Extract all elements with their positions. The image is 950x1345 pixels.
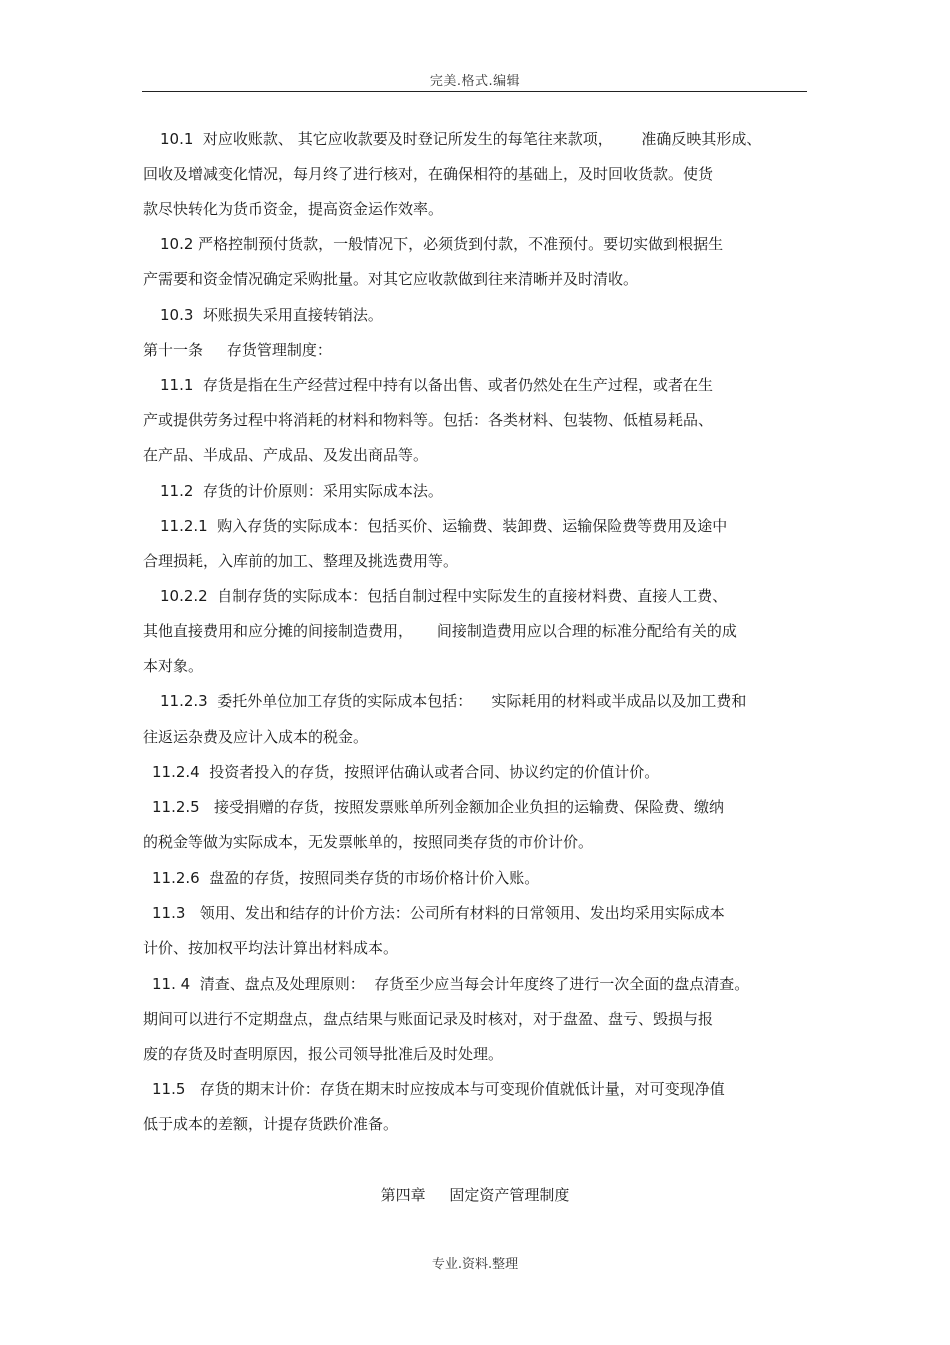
paragraph-line: 10.2.2 自制存货的实际成本：包括自制过程中实际发生的直接材料费、直接人工费、 (160, 587, 728, 605)
paragraph-line: 11.2 存货的计价原则：采用实际成本法。 (160, 482, 443, 500)
paragraph-line: 废的存货及时查明原因，报公司领导批准后及时处理。 (143, 1045, 504, 1063)
paragraph-line: 11.2.1 购入存货的实际成本：包括买价、运输费、装卸费、运输保险费等费用及途中 (160, 517, 728, 535)
paragraph-line: 11.2.3 委托外单位加工存货的实际成本包括： 实际耗用的材料或半成品以及加工费和 (160, 692, 747, 710)
paragraph-line: 回收及增减变化情况，每月终了进行核对，在确保相符的基础上，及时回收货款。使货 (143, 165, 714, 183)
paragraph-line: 在产品、半成品、产成品、及发出商品等。 (143, 446, 429, 464)
paragraph-line: 11. 4 清查、盘点及处理原则： 存货至少应当每会计年度终了进行一次全面的盘点清查。 (152, 975, 750, 993)
paragraph-line: 款尽快转化为货币资金，提高资金运作效率。 (143, 200, 444, 218)
paragraph-line: 的税金等做为实际成本，无发票帐单的，按照同类存货的市价计价。 (143, 833, 594, 851)
paragraph-line: 期间可以进行不定期盘点，盘点结果与账面记录及时核对，对于盘盈、盘亏、毁损与报 (143, 1010, 714, 1028)
paragraph-line: 合理损耗，入库前的加工、整理及挑选费用等。 (143, 552, 459, 570)
paragraph-line: 10.1 对应收账款、 其它应收款要及时登记所发生的每笔往来款项， 准确反映其形成、 (160, 130, 762, 148)
header-divider (142, 91, 807, 92)
paragraph-line: 低于成本的差额，计提存货跌价准备。 (143, 1115, 399, 1133)
paragraph-line: 本对象。 (143, 657, 204, 675)
paragraph-line: 11.2.6 盘盈的存货，按照同类存货的市场价格计价入账。 (152, 869, 540, 887)
chapter-title: 第四章 固定资产管理制度 (380, 1186, 570, 1204)
paragraph-line: 往返运杂费及应计入成本的税金。 (143, 728, 369, 746)
page-header: 完美.格式.编辑 (429, 74, 521, 89)
page-footer: 专业.资料.整理 (431, 1257, 519, 1272)
paragraph-line: 其他直接费用和应分摊的间接制造费用， 间接制造费用应以合理的标准分配给有关的成 (143, 622, 737, 640)
paragraph-line: 11.2.5 接受捐赠的存货，按照发票账单所列金额加企业负担的运输费、保险费、缴纳 (152, 798, 725, 816)
paragraph-line: 11.3 领用、发出和结存的计价方法：公司所有材料的日常领用、发出均采用实际成本 (152, 904, 725, 922)
paragraph-line: 10.2 严格控制预付货款，一般情况下，必须货到付款，不准预付。要切实做到根据生 (160, 235, 724, 253)
paragraph-line: 产或提供劳务过程中将消耗的材料和物料等。包括：各类材料、包装物、低植易耗品、 (143, 411, 714, 429)
paragraph-line: 11.1 存货是指在生产经营过程中持有以备出售、或者仍然处在生产过程，或者在生 (160, 376, 713, 394)
paragraph-line: 11.5 存货的期末计价：存货在期末时应按成本与可变现价值就低计量，对可变现净值 (152, 1080, 725, 1098)
article-heading: 第十一条 存货管理制度： (143, 341, 332, 359)
paragraph-line: 11.2.4 投资者投入的存货，按照评估确认或者合同、协议约定的价值计价。 (152, 763, 660, 781)
paragraph-line: 10.3 坏账损失采用直接转销法。 (160, 306, 383, 324)
paragraph-line: 计价、按加权平均法计算出材料成本。 (143, 939, 399, 957)
paragraph-line: 产需要和资金情况确定采购批量。对其它应收款做到往来清晰并及时清收。 (143, 270, 639, 288)
